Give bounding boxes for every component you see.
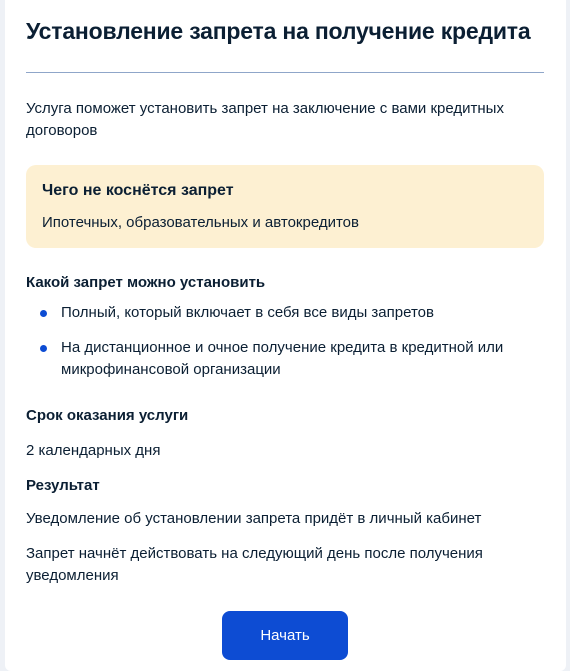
notice-block [26, 165, 544, 248]
result-line: Уведомление об установлении запрета придёт в личный кабинет [26, 510, 482, 527]
title-divider [26, 72, 544, 73]
list-item [40, 302, 510, 324]
notice-title: Чего не коснётся запрет [42, 182, 234, 199]
result-heading: Результат [26, 477, 100, 494]
bullet-dot-icon [40, 310, 47, 317]
page-title: Установление запрета на получение кредита [26, 18, 531, 44]
list-item [40, 337, 510, 381]
term-heading: Срок оказания услуги [26, 407, 189, 424]
bullet-dot-icon [40, 345, 47, 352]
ban-types-heading: Какой запрет можно установить [26, 274, 266, 291]
term-value: 2 календарных дня [26, 442, 161, 459]
notice-text: Ипотечных, образовательных и автокредитов [42, 214, 359, 231]
list-item-text: На дистанционное и очное получение кредита в кредитной или микрофинансовой организации [61, 339, 504, 378]
list-item-text: Полный, который включает в себя все виды запретов [61, 304, 434, 321]
service-card [5, 0, 566, 671]
start-button[interactable]: Начать [222, 611, 348, 660]
service-intro: Услуга поможет установить запрет на заключение с вами кредитных договоров [26, 100, 504, 139]
result-line: Запрет начнёт действовать на следующий день после получения уведомления [26, 545, 483, 584]
